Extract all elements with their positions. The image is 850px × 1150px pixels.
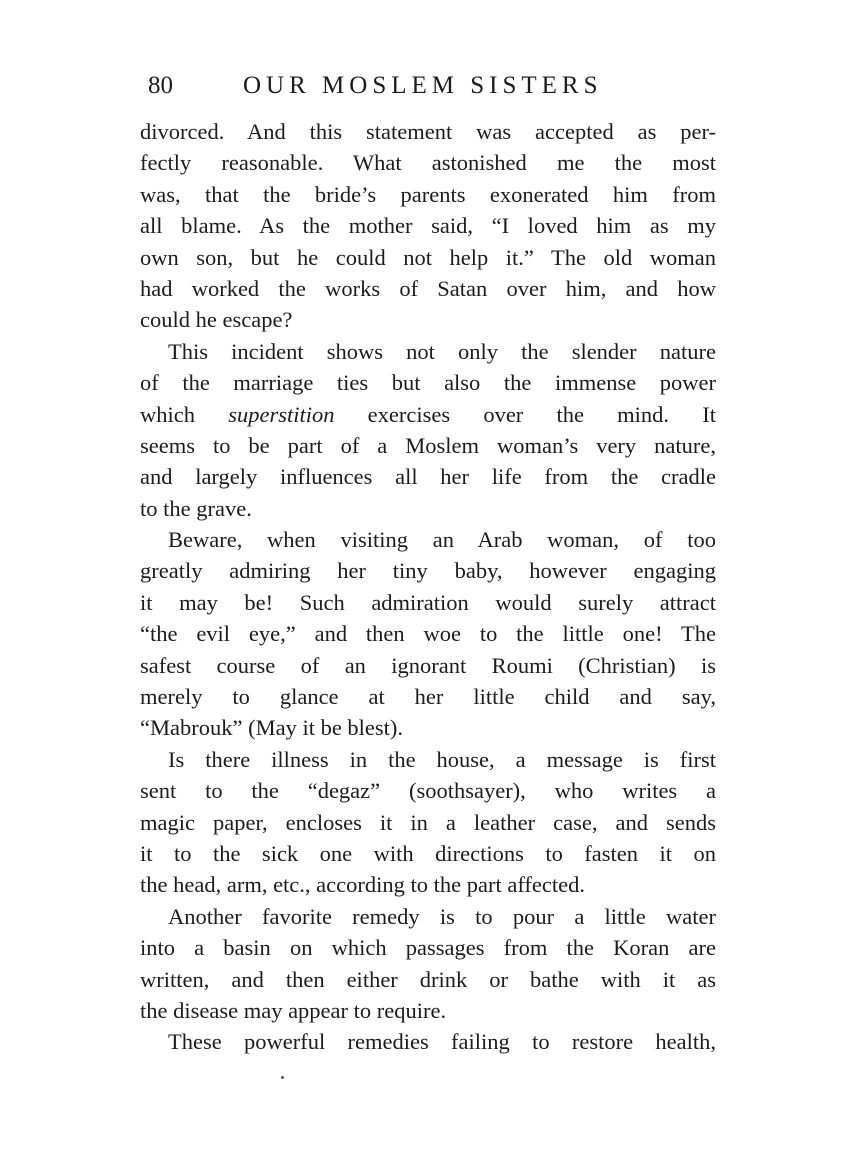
italic-word: superstition: [228, 401, 335, 427]
text-line: all blame. As the mother said, “I loved him as my: [140, 213, 716, 239]
ink-speck: [281, 1076, 284, 1079]
text-line: was, that the bride’s parents exonerated him from: [140, 181, 716, 207]
text-line: to the grave.: [140, 495, 252, 521]
body-text: [140, 116, 716, 1058]
page-header: [148, 68, 708, 108]
text-line: own son, but he could not help it.” The old woman: [140, 244, 716, 270]
text-line: “Mabrouk” (May it be blest).: [140, 715, 404, 741]
text-line: fectly reasonable. What astonished me the most: [140, 150, 716, 176]
text-line: written, and then either drink or bathe with it as: [140, 966, 716, 992]
text-line: These powerful remedies failing to restore health,: [168, 1029, 716, 1055]
text-line: greatly admiring her tiny baby, however engaging: [140, 558, 716, 584]
text-line: had worked the works of Satan over him, and how: [140, 275, 716, 301]
text-line: This incident shows not only the slender nature: [168, 338, 716, 364]
text-line: the disease may appear to require.: [140, 997, 447, 1023]
paragraph: [140, 336, 716, 524]
text-fragment: exercises over the mind. It: [367, 401, 717, 427]
paragraph: [140, 116, 716, 336]
text-line: merely to glance at her little child and say,: [140, 684, 716, 710]
running-head: OUR MOSLEM SISTERS: [243, 72, 603, 99]
text-line: of the marriage ties but also the immense power: [140, 370, 716, 396]
text-line: it to the sick one with directions to fasten it on: [140, 840, 716, 866]
text-line-mixed: [140, 399, 716, 430]
text-line: into a basin on which passages from the Koran are: [140, 935, 716, 961]
paragraph: [140, 744, 716, 901]
text-line: Beware, when visiting an Arab woman, of too: [168, 527, 716, 553]
text-line: and largely influences all her life from the cradle: [140, 464, 716, 490]
text-line: seems to be part of a Moslem woman’s very nature,: [140, 432, 716, 458]
text-line: it may be! Such admiration would surely attract: [140, 589, 716, 615]
paragraph: [140, 901, 716, 1027]
paragraph: [140, 1026, 716, 1057]
text-line: “the evil eye,” and then woe to the little one! The: [140, 621, 716, 647]
text-line: could he escape?: [140, 307, 293, 333]
text-line: divorced. And this statement was accepted as per-: [140, 119, 716, 144]
paragraph: [140, 524, 716, 744]
text-line: magic paper, encloses it in a leather case, and sends: [140, 809, 716, 835]
text-line: safest course of an ignorant Roumi (Christian) is: [140, 652, 716, 678]
text-line: Is there illness in the house, a message is first: [168, 746, 716, 772]
page-number: 80: [148, 72, 173, 99]
text-line: the head, arm, etc., according to the part affected.: [140, 872, 585, 898]
text-fragment: which: [140, 401, 195, 427]
text-line: Another favorite remedy is to pour a little water: [168, 903, 716, 929]
text-line: sent to the “degaz” (soothsayer), who writes a: [140, 778, 716, 804]
